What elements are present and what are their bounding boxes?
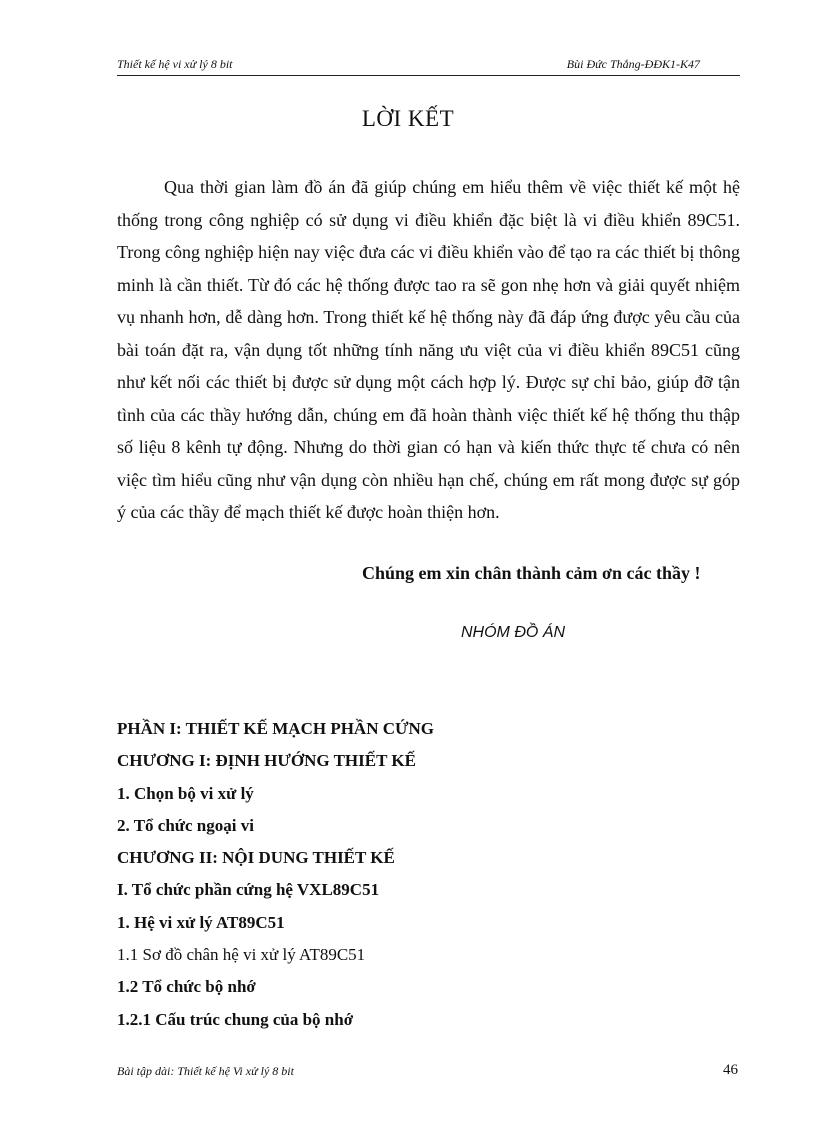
toc-item: CHƯƠNG I: ĐỊNH HƯỚNG THIẾT KẾ [117, 751, 416, 771]
signature-group: NHÓM ĐỒ ÁN [461, 624, 565, 641]
conclusion-body [117, 171, 740, 529]
toc-item: 1.1 Sơ đồ chân hệ vi xử lý AT89C51 [117, 945, 366, 965]
toc-item: 1. Chọn bộ vi xử lý [117, 783, 254, 803]
page-title: LỜI KẾT [361, 106, 455, 131]
table-of-contents [117, 713, 740, 1036]
toc-item: 2. Tổ chức ngoại vi [117, 815, 254, 835]
header-doc-title: Thiết kế hệ vi xử lý 8 bit [117, 57, 233, 71]
page-footer [117, 1062, 740, 1082]
toc-item: 1. Hệ vi xử lý AT89C51 [117, 912, 285, 932]
toc-item: PHẦN I: THIẾT KẾ MẠCH PHẦN CỨNG [117, 719, 435, 738]
page-header [117, 55, 740, 76]
toc-item: 1.2 Tổ chức bộ nhớ [117, 977, 256, 997]
toc-item: I. Tổ chức phần cứng hệ VXL89C51 [117, 880, 380, 900]
conclusion-paragraph: Qua thời gian làm đồ án đã giúp chúng em hiểu thêm về việc thiết kế một hệ thống trong công nghiệp có sử dụng vi điều khiển đặc biệt là vi điều khiển 89C51. Trong công nghiệp hiện nay việc đưa các vi điều khiển vào để tạo ra các thiết bị thông minh là cần thiết. Từ đó các hệ thống được tao ra sẽ gon nhẹ hơn và giải quyết nhiệm vụ nhanh hơn, dễ dàng hơn. Trong thiết kế hệ thống này đã đáp ứng được yêu cầu của bài toán đặt ra, vận dụng tốt những tính năng ưu việt của vi điều khiển 89C51 cũng như kết nối các thiết bị được sử dụng một cách hợp lý. Được sự chỉ bảo, giúp đỡ tận tình của các thầy hướng dẫn, chúng em đã hoàn thành việc thiết kế hệ thống thu thập số liệu 8 kênh tự động. Nhưng do thời gian có hạn và kiến thức thực tế chưa có nên việc tìm hiểu cũng như vận dụng còn nhiều hạn chế, chúng em rất mong được sự góp ý của các thầy để mạch thiết kế được hoàn thiện hơn. [117, 177, 740, 522]
page-number: 46 [723, 1062, 738, 1078]
footer-course-title: Bài tập dài: Thiết kế hệ Vi xử lý 8 bit [117, 1064, 294, 1078]
toc-item: 1.2.1 Cấu trúc chung của bộ nhớ [117, 1009, 354, 1029]
header-author: Bùi Đức Thắng-ĐĐK1-K47 [566, 57, 700, 71]
thanks-line: Chúng em xin chân thành cảm ơn các thầy ! [362, 563, 701, 583]
toc-item: CHƯƠNG II: NỘI DUNG THIẾT KẾ [117, 848, 395, 868]
